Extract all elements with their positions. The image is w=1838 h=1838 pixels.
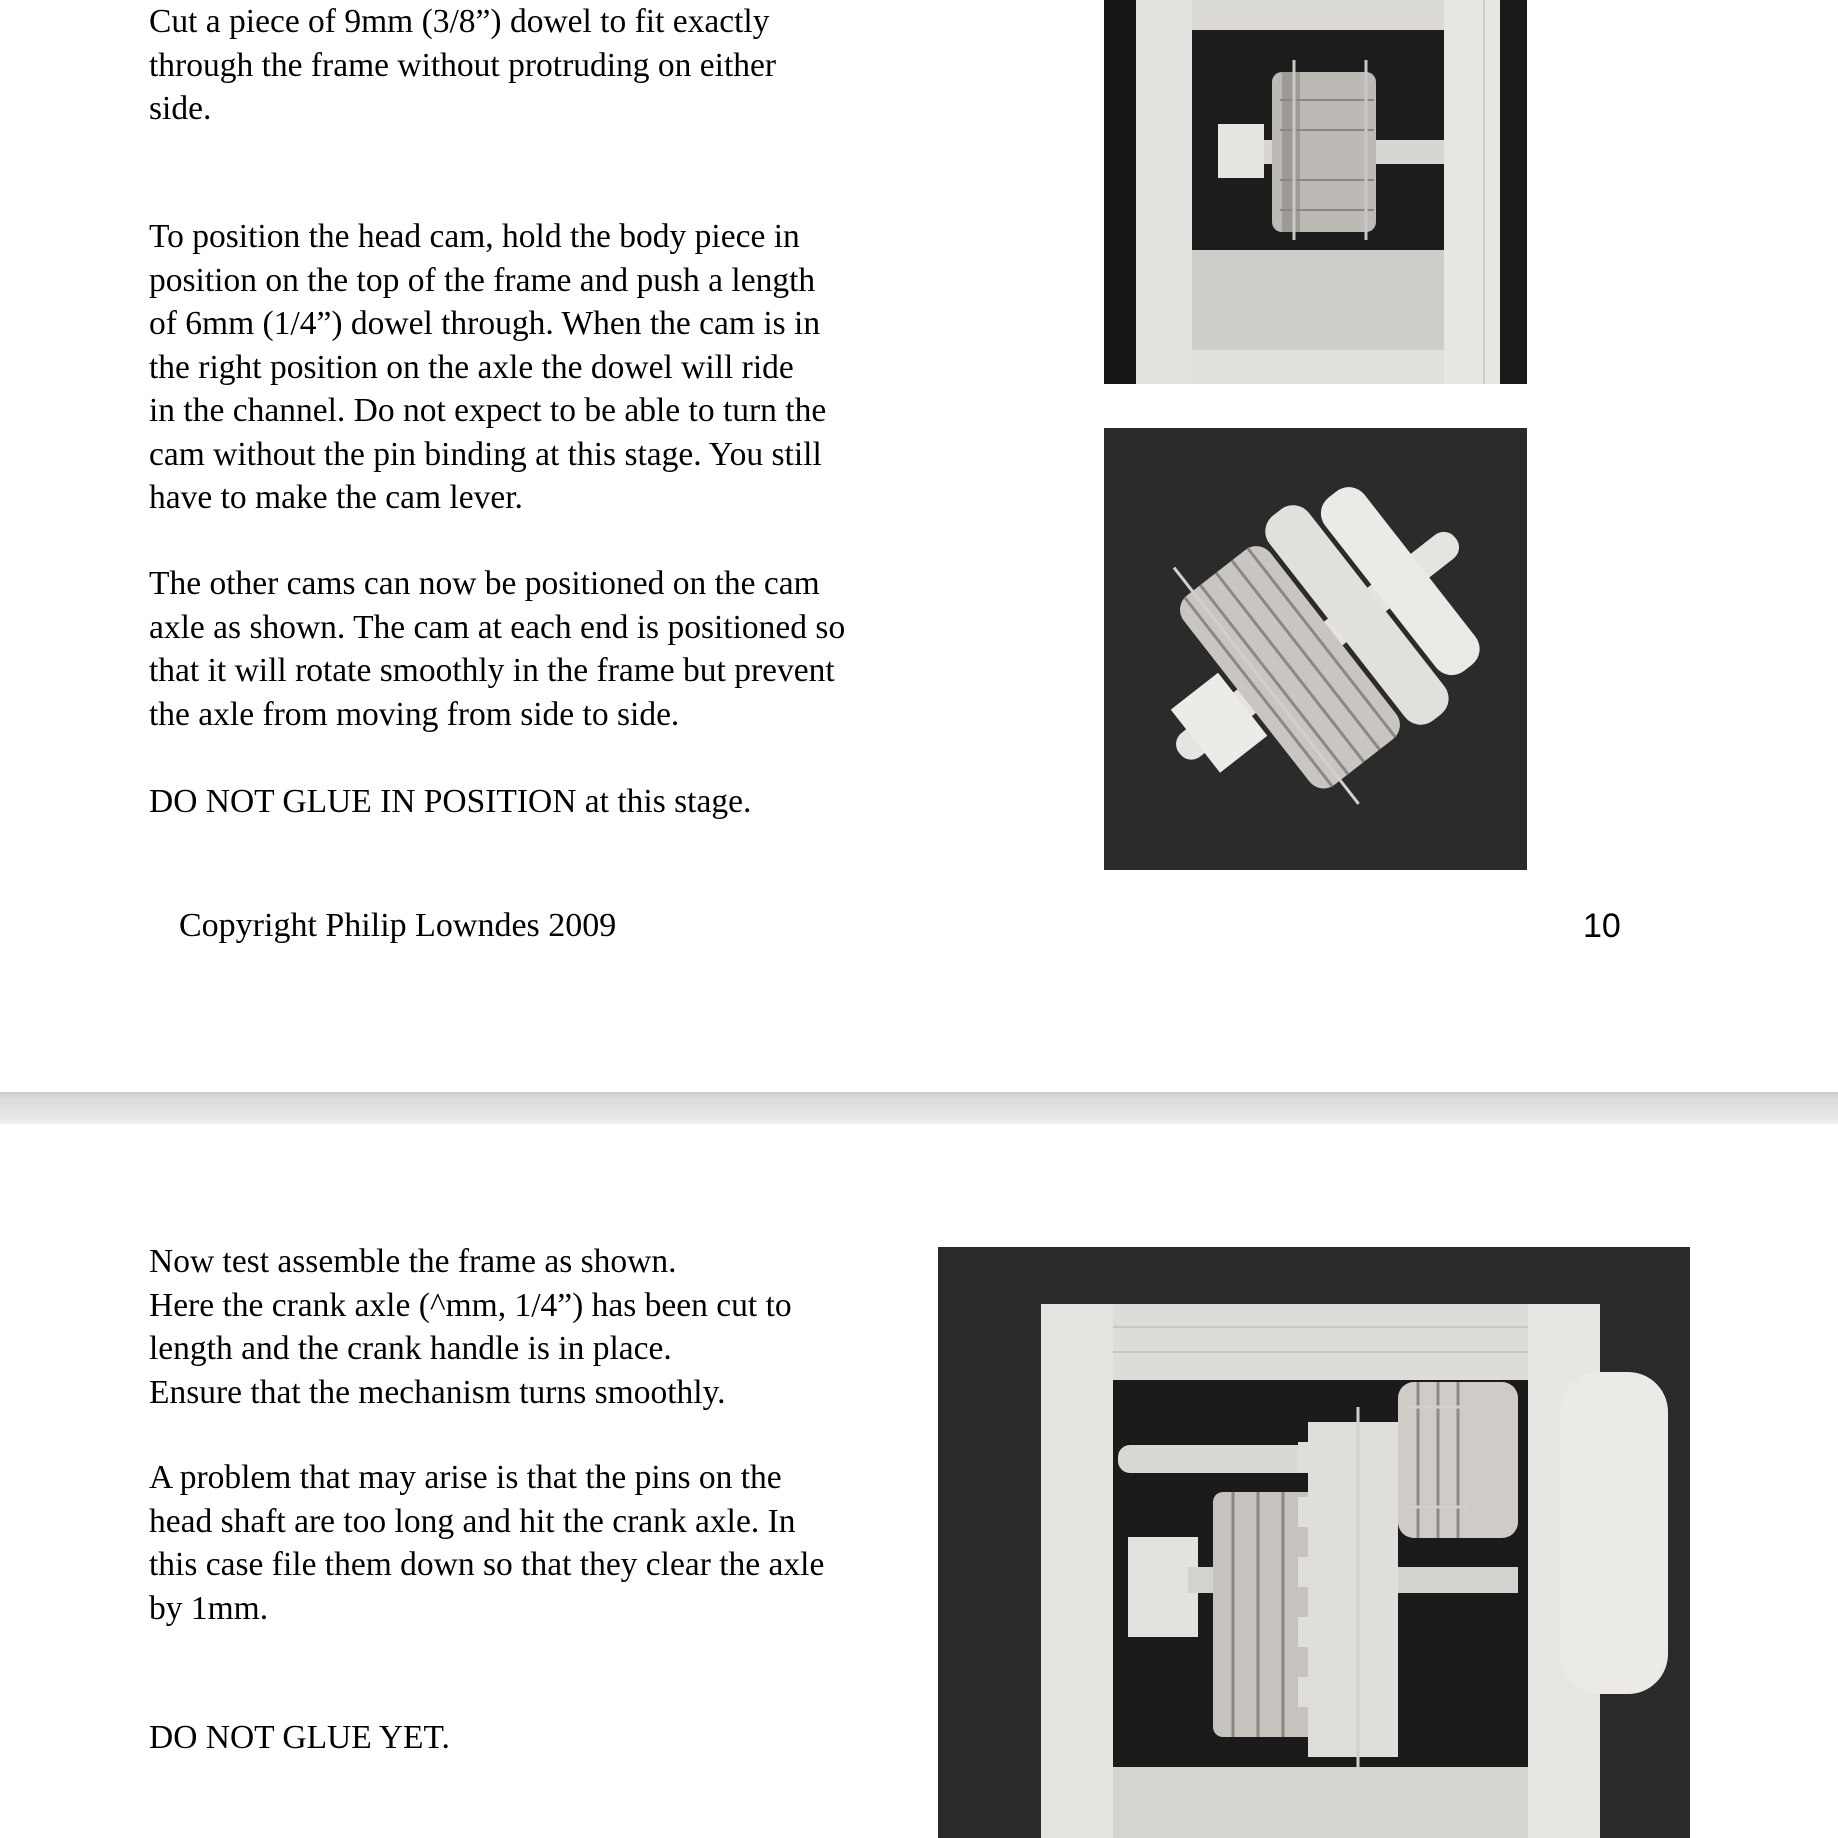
photo-cams-on-axle <box>1104 428 1527 870</box>
photo-frame-with-cam-axle <box>1104 0 1527 384</box>
paragraph-other-cams: The other cams can now be positioned on the cam axle as shown. The cam at each end is positioned so that it will rotate smoothly in the frame but prevent the axle from moving from side to side. <box>149 565 846 733</box>
page-number: 10 <box>1583 907 1621 945</box>
paragraph-head-cam: To position the head cam, hold the body piece in position on the top of the frame and push a length of 6mm (1/4”) dowel through. When the cam is in the right position on the axle the dowel will ride in the channel. Do not expect to be able to turn the cam without the pin binding at this stage. You still have to make the cam lever. <box>149 218 827 516</box>
paragraph-do-not-glue: DO NOT GLUE IN POSITION at this stage. <box>149 783 752 820</box>
copyright-footer: Copyright Philip Lowndes 2009 <box>179 907 617 944</box>
paragraph-pin-problem: A problem that may arise is that the pins on the head shaft are too long and hit the crank axle. In this case file them down so that they clear the axle by 1mm. <box>149 1459 825 1627</box>
page-11 <box>0 1124 1838 1838</box>
paragraph-test-assemble: Now test assemble the frame as shown. Here the crank axle (^mm, 1/4”) has been cut to length and the crank handle is in place. Ensure that the mechanism turns smoothly. <box>149 1243 792 1411</box>
paragraph-do-not-glue-yet: DO NOT GLUE YET. <box>149 1719 450 1756</box>
paragraph-dowel-cut: Cut a piece of 9mm (3/8”) dowel to fit exactly through the frame without protruding on either side. <box>149 3 777 127</box>
photo-assembled-frame <box>938 1247 1690 1838</box>
page-separator <box>0 1092 1838 1124</box>
